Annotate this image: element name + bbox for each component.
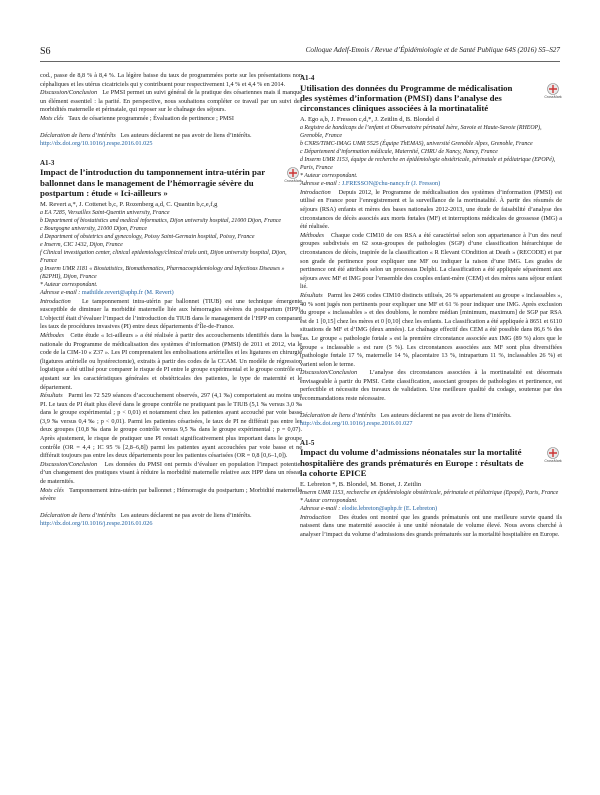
email-link[interactable]: elodie.lebreton@aphp.fr (E. Lebreton) (341, 505, 438, 513)
crossmark-label: CrossMark (284, 179, 302, 184)
left-column (40, 72, 302, 529)
affiliation: c Département d’information médicale, Maternité, CHRU de Nancy, Nancy, France (300, 149, 498, 156)
email-line: Adresse e-mail : mathilde.revert@aphp.fr (M. Revert) (40, 288, 174, 296)
article-title: Utilisation des données du Programme de médicalisation des systèmes d’information (PMSI) dans l’analyse des circonstances cliniques associées à la mortinatalité (300, 82, 513, 114)
affiliation: c Bourgogne university, 21000 Dijon, France (40, 225, 147, 232)
right-column (300, 72, 562, 539)
corresponding-note: * Auteur correspondant. (300, 173, 358, 180)
email-line: Adresse e-mail : elodie.lebreton@aphp.fr (E. Lebreton) (300, 505, 438, 513)
discussion-paragraph: Discussion/Conclusion L’analyse des circonstances associées à la mortinatalité est désormais envisageable à partir du PMSI. Cette classification, associant groupes de pathologies et pertinence, est perfectible et nécessite des travaux de validation. Une meilleure qualité du codage, soutenue par des recommandations reste nécessaire. (300, 369, 562, 403)
discussion-paragraph: Discussion/Conclusion Les données du PMSI ont permis d’évaluer en population l’impact potentiel d’un changement des pratiques visant à réduire la morbidité maternelle relative aux HPP dans un réseau de maternités. (40, 460, 303, 486)
authors: M. Revert a,*, J. Cottenet b,c, P. Rozenberg a,d, C. Quantin b,c,e,f,g (40, 200, 218, 208)
intro-paragraph: Introduction Des études ont montré que les grands prématurés ont une meilleure survie quand ils naissent dans une maternité associée à une unité néonatale de volume élevé. Nous avons cherché à analyser l’impact du volume d’admissions des grands prématurés sur la mortalité hospitalière en Europe. (300, 513, 562, 538)
authors: A. Ego a,b, J. Fresson c,d,*, J. Zeitlin d, B. Blondel d (300, 115, 439, 123)
authors: E. Lebreton *, B. Blondel, M. Bonet, J. Zeitlin (300, 480, 422, 488)
article-id: A1-4 (300, 74, 315, 82)
affiliation: a Registre de handicaps de l’enfant et Observatoire périnatal Isère, Savoie et Haute-Savoie (RHEOP), Grenoble, France (300, 125, 542, 140)
affiliation: a EA 7285, Versailles Saint-Quentin university, France (40, 209, 170, 216)
crossmark-icon (287, 167, 299, 179)
email-line: Adresse e-mail : J.FRESSON@chu-nancy.fr (J. Fresson) (300, 180, 441, 188)
article-title: Impact de l’introduction du tamponnement intra-utérin par ballonnet dans le management de l’hémorragie sévère du postpartum : étude « Ici-ailleurs » (40, 167, 265, 199)
affiliation: e Inserm, CIC 1432, Dijon, France (40, 241, 123, 248)
page-number: S6 (40, 46, 51, 57)
journal-citation: Colloque Adelf-Emois / Revue d’Épidémiologie et de Santé Publique 64S (2016) S5–S27 (305, 46, 560, 54)
intro-paragraph: Introduction Le tamponnement intra-utérin par ballonnet (TIUB) est une technique émergente susceptible de diminuer la morbidité maternelle liée aux hémorragies sévères du postpartum (HPP). L’objectif était d’évaluer l’impact de l’introduction du TIUB dans le management de l’HPP en comparant les taux de procédures invasives (PI) entre deux départements d’Île-de-France. (40, 297, 303, 331)
intro-paragraph: Introduction Depuis 2012, le Programme de médicalisation des systèmes d’information (PMSI) est utilisé en France pour l’enregistrement et la surveillance de la mortinatalité. À partir des résumés de séjours (RSA) enfants et mères des bases nationales 2012-2013, une étude de faisabilité d’analyse des circonstances de décès associés aux morts fœtales (MF) et interruptions médicales de grossesse (IMG) a été réalisée. (300, 188, 562, 231)
crossmark-badge[interactable] (544, 447, 562, 463)
corresponding-note: * Auteur correspondant. (40, 281, 98, 288)
affiliation: Inserm UMR 1153, recherche en épidémiologie obstétricale, périnatale et pédiatrique (Epopé), Paris, France (300, 490, 559, 497)
crossmark-icon (547, 447, 559, 459)
affiliation: d Department of obstetrics and gynecology, Poissy Saint-Germain hospital, Poissy, France (40, 233, 255, 240)
affiliation: g Inserm UMR 1181 « Biostatistics, Biomathematics, Pharmacoepidemiology and Infectious Diseases » (B2PHI), Dijon, France (40, 265, 285, 280)
methods-paragraph: Méthodes Cette étude « Ici-ailleurs » a été réalisée à partir des accouchements identifiés dans la base nationale du Programme de médicalisation des systèmes d’information (PMSI) de 2011 et 2012, via le code de la CIM-10 « Z37 ». Les PI comprenaient les embolisations artérielles et les ligatures en chirurgie (ligatures artérielle ou hystérectomie), extraits à partir des codes de la CCAM. Un modèle de régression logistique a été utilisé pour comparer le risque de PI entre le groupe expérimental et le groupe contrôle en ajustant sur les caractéristiques générales et obstétricales des patientes, le type de maternité et le département. (40, 331, 303, 391)
corresponding-note: * Auteur correspondant. (300, 498, 358, 505)
keywords-paragraph: Mots clés Tamponnement intra-utérin par ballonnet ; Hémorragie du postpartum ; Morbidité maternelle sévère (40, 486, 303, 503)
results-paragraph: Résultats Parmi les 72 529 séances d’accouchement observés, 297 (4,1 ‰) comportaient au moins une PI. Le taux de PI était plus élevé dans le groupe contrôle ne pratiquant pas le TIUB (5,1 ‰ versus 3,0 ‰ dans le groupe expérimental ; p < 0,01) et notamment chez les patientes ayant accouché par voie basse (3,9 ‰ versus 0,4 ‰ ; p < 0,01). Parmi les patientes césarisées, le taux de PI ne différait pas entre les deux groupes (10,8 ‰ dans le groupe contrôle versus 9,5 ‰ dans le groupe expérimental ; p = 0,07). Après ajustement, le risque de pratiquer une PI restait significativement plus important dans le groupe contrôle (OR = 4,4 ; IC 95 % [2,8–6,8]) parmi les patientes ayant accouchées par voie basse et ne différait toujours pas entre les deux départements pour les patientes césarisées (OR = 0,8 [0,6–1,0]). (40, 392, 303, 460)
affiliation: b Department of biostatistics and medical informatics, Dijon university hospital, 21000 Dijon, France (40, 217, 282, 224)
article-id: A1-5 (300, 438, 315, 447)
crossmark-label: CrossMark (544, 459, 562, 464)
coi-paragraph: Déclaration de liens d’intérêts Les auteurs déclarent ne pas avoir de liens d’intérêts. (300, 411, 512, 419)
affiliation: d Inserm UMR 1153, équipe de recherche en épidémiologie obstétricale, périnatale et pédiatrique (EPOPé), Paris, France (300, 157, 556, 172)
affiliation: f Clinical investigation center, clinical epidemiology/clinical trials unit, Dijon university hospital, Dijon, France (40, 249, 287, 264)
doi-link[interactable]: http://dx.doi.org/10.1016/j.respe.2016.01.025 (40, 140, 153, 148)
methods-paragraph: Méthodes Chaque code CIM10 de ces RSA a été caractérisé selon son appartenance à l’un des neuf groupes subdivisés en 62 sous-groupes de pathologies (SGP) d’une classification hiérarchique de circonstances de décès, inspirée de la classification « R Elevant COndition at Death » (RECODE) et par son grade de pertinence pour expliquer une MF ou indiquer la raison d’une IMG. Les grades de pertinence ont été attribués selon un processus Delphi. La classification a été appliquée séparément aux séjours avec MF et IMG pour l’ensemble des couples enfant-mère (CEM) et des mères sans séjour enfant lié. (300, 231, 563, 291)
article-title: Impact du volume d’admissions néonatales sur la mortalité hospitalière des grands prématurés en Europe : résultats de la cohorte EPICE (300, 447, 524, 479)
crossmark-badge[interactable] (544, 83, 562, 99)
results-paragraph: Résultats Parmi les 2466 codes CIM10 distincts utilisés, 26 % appartenaient au groupe « inclassables », 40 % sont jugés non pertinents pour expliquer une MF et 61 % pour indiquer une IMG. Après exclusion du groupe « inclassables » et des doublons, le nombre médian [minimum, maximum] de SGP par RSA est de 1 [0,15] chez les mères et 0 [0,10] chez les enfants. La classification a été appliquée à 8651 et 6110 situations de MF et d’IMG (deux années). Le chaînage effectif des CEM a été possible dans 86,6 % des cas. Le groupe « pathologie fœtale » est la première circonstance associée aux IMG (89 %) alors que le groupe « inclassable » est rare (5 %). Les circonstances associées aux MF sont plus diversifiées (pathologie fœtale 17 %, maternelle 14 %, placentaire 13 %, intrapartum 11 %, inclassables 26 %) et varient selon le terme. (300, 291, 562, 368)
crossmark-label: CrossMark (544, 94, 562, 99)
email-link[interactable]: mathilde.revert@aphp.fr (M. Revert) (81, 288, 174, 296)
doi-link[interactable]: http://dx.doi.org/10.1016/j.respe.2016.01.026 (40, 520, 153, 528)
page-header (40, 46, 560, 60)
coi-paragraph: Déclaration de liens d’intérêts Les auteurs déclarent ne pas avoir de liens d’intérêts. (40, 131, 252, 139)
doi-link[interactable]: http://dx.doi.org/10.1016/j.respe.2016.01.027 (300, 420, 413, 428)
discussion-paragraph: Discussion/Conclusion Le PMSI permet un suivi général de la pratique des césariennes mais il manque un élément essentiel : la parité. En perspective, nous souhaitons compléter ce travail par un suivi des morbidités maternelle et périnatale, qui reposer sur le chaînage des séjours. (40, 89, 302, 114)
keywords-paragraph: Mots clés Taux de césarienne programmée ; Évaluation de pertinence ; PMSI (40, 114, 234, 122)
article-id: A1-3 (40, 158, 55, 167)
header-rule (40, 61, 560, 62)
coi-paragraph: Déclaration de liens d’intérêts Les auteurs déclarent ne pas avoir de liens d’intérêts. (40, 511, 252, 519)
continued-text: cod., passe de 8,8 % à 8,4 %. La légère baisse du taux de programmées porte sur les présentations non céphaliques et les utérus cicatriciels qui y contribuent pour respectivement 1,4 % et 4,4 % en 2014. (40, 72, 302, 88)
affiliation: b CNRS/TIMC-IMAG UMR 5525 (Équipe ThEMAS), université Grenoble Alpes, Grenoble, France (300, 141, 533, 148)
crossmark-icon (547, 83, 559, 95)
email-link[interactable]: J.FRESSON@chu-nancy.fr (J. Fresson) (341, 180, 441, 188)
